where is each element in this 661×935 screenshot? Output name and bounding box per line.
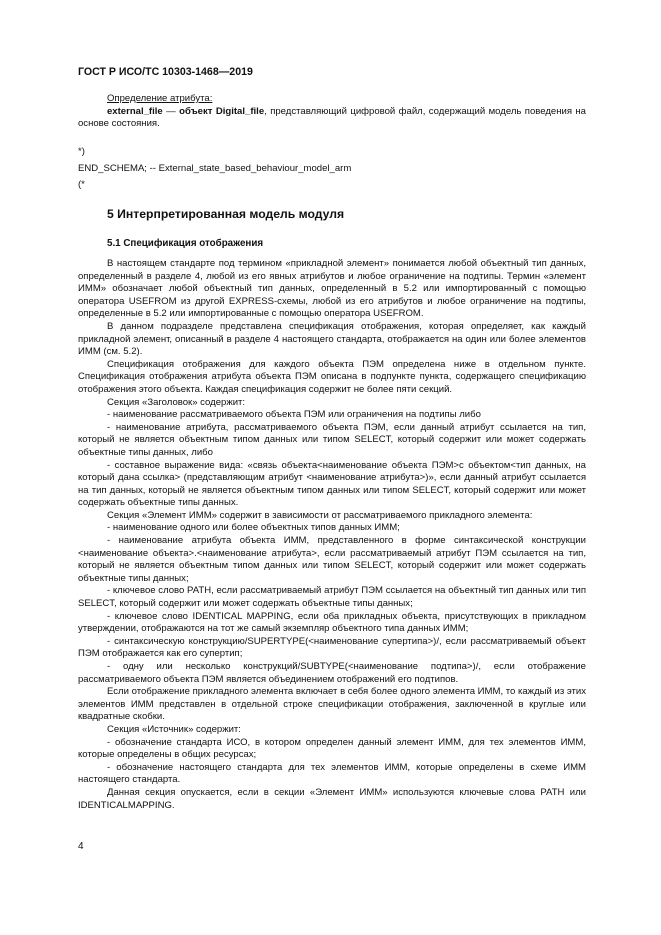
list-item: - наименование рассматриваемого объекта ПЭМ или ограничения на подтипы либо (107, 409, 481, 421)
attribute-definition-text: external_file — объект Digital_file, представляющий цифровой файл, содержащий модель поведения на основе состояния. (78, 105, 586, 130)
list-item: - синтаксическую конструкцию/SUPERTYPE(<наименование супертипа>)/, если рассматриваемый объект ПЭМ отображается как его супертип; (78, 635, 586, 660)
section-heading: 5 Интерпретированная модель модуля (107, 207, 345, 221)
list-item: - наименование атрибута, рассматриваемого объекта ПЭМ, если данный атрибут ссылается на тип, который не является объектным типом данных или типом SELECT, который содержит или может содержать объектные типы данных, либо (78, 421, 586, 458)
list-item: - наименование атрибута объекта ИММ, представленного в форме синтаксической конструкции <наименование объекта>.<наименование атрибута>, если рассматриваемый атрибут ПЭМ ссылается на тип, который не является объектным типом данных или типом SELECT, который содержит или может содержать объектные типы данных; (78, 535, 586, 584)
list-item: - одну или несколько конструкций/SUBTYPE(<наименование подтипа>)/, если отображение рассматриваемого объекта ПЭМ является объединением отображений его подтипов. (78, 661, 586, 685)
list-item: - наименование одного или более объектных типов данных ИММ; (107, 522, 400, 534)
attribute-name: external_file (107, 105, 163, 117)
paragraph: Спецификация отображения для каждого объекта ПЭМ определена ниже в отдельном пункте. Спецификация отображения атрибута объекта ПЭМ описана в подпункте пункта, содержащего спецификацию отображения этого объекта. Каждая спецификация содержит не более пяти секций. (78, 358, 586, 395)
list-item: - составное выражение вида: «связь объекта<наименование объекта ПЭМ>с объектом<тип данных, на который дана ссылка> (представляющим атрибут <наименование атрибута>)», если данный атрибут ссылается на тип данных, который не является объектным типом данных или типом SELECT, который содержит или может содержать объектные типы данных. (78, 459, 586, 509)
attribute-definition-heading: Определение атрибута: (107, 93, 213, 104)
subsection-heading: 5.1 Спецификация отображения (107, 238, 264, 249)
attribute-object: объект Digital_file (179, 105, 265, 117)
code-line: (* (78, 179, 85, 191)
code-line: *) (78, 146, 85, 157)
document-header: ГОСТ Р ИСО/ТС 10303-1468—2019 (78, 66, 253, 78)
list-item: - обозначение настоящего стандарта для тех элементов ИММ, которые определены в схеме ИММ настоящего стандарта. (78, 761, 586, 786)
paragraph: Данная секция опускается, если в секции «Элемент ИММ» используются ключевые слова PATH или IDENTICALMAPPING. (78, 786, 586, 811)
paragraph: Секция «Источник» содержит: (107, 723, 241, 735)
express-code (78, 146, 586, 192)
paragraph: Секция «Элемент ИММ» содержит в зависимости от рассматриваемого прикладного элемента: (107, 509, 533, 521)
paragraph: Секция «Заголовок» содержит: (107, 396, 246, 408)
attribute-definition (78, 93, 586, 131)
page-number: 4 (78, 841, 84, 852)
paragraph: В данном подразделе представлена спецификация отображения, которая определяет, как каждый прикладной элемент, описанный в разделе 4 настоящего стандарта, отображается на один или более элементов ИММ (см. 5.2). (78, 320, 586, 358)
paragraph: В настоящем стандарте под термином «прикладной элемент» понимается любой объектный тип данных, определенный в разделе 4, любой из его явных атрибутов и любое ограничение на подтипы. Термин «элемент ИММ» обозначает любой объектный тип данных, определенный в 5.2 или импортированный с помощью оператора USEFROM из другой EXPRESS-схемы, любой из его атрибутов и любое ограничение на подтипы, определенные в 5.2 или импортированные с помощью оператора USEFROM. (78, 258, 586, 320)
paragraph: Если отображение прикладного элемента включает в себя более одного элемента ИММ, то каждый из этих элементов ИММ представлен в отдельной строке спецификации отображения, заключенной в круглые или квадратные скобки. (78, 686, 586, 723)
list-item: - обозначение стандарта ИСО, в котором определен данный элемент ИММ, для тех элементов ИММ, которые определены в общих ресурсах; (78, 736, 586, 761)
code-line: END_SCHEMA; -- External_state_based_behaviour_model_arm (78, 162, 352, 174)
body-text (78, 258, 586, 812)
list-item: - ключевое слово PATH, если рассматриваемый атрибут ПЭМ ссылается на объектный тип данных или тип SELECT, который содержит или может содержать объектные типы данных; (78, 585, 586, 610)
list-item: - ключевое слово IDENTICAL MAPPING, если оба прикладных объекта, присутствующих в прикладном утверждении, отображаются на тот же самый экземпляр объектного типа данных ИММ; (78, 610, 586, 635)
